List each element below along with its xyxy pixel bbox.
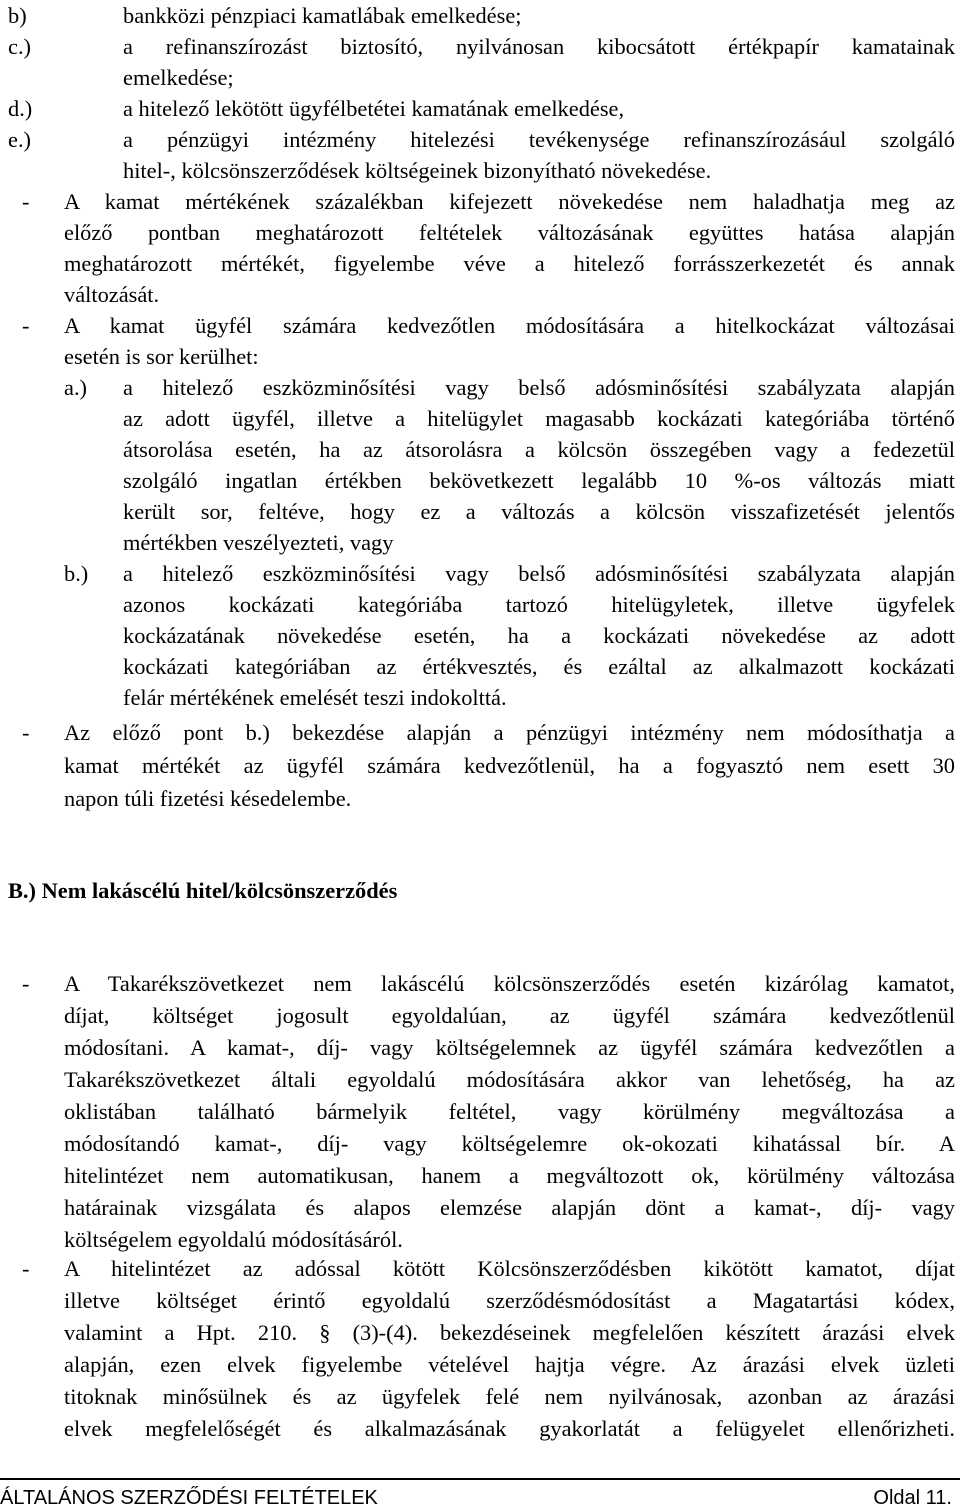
list-item-a-line: mértékben veszélyezteti, vagy bbox=[123, 530, 394, 555]
paragraph-line: változását. bbox=[64, 282, 160, 307]
paragraph-line: valamint a Hpt. 210. § (3)-(4). bekezdéseinek megfelelően készített árazási elvek bbox=[64, 1320, 955, 1345]
paragraph-line: A hitelintézet az adóssal kötött Kölcsönszerződésben kikötött kamatot, díjat bbox=[64, 1256, 955, 1281]
list-item-a-line: átsorolása esetén, ha az átsorolásra a kölcsön összegében vagy a fedezetül bbox=[123, 437, 955, 462]
list-item-c-line: a refinanszírozást biztosító, nyilvánosan kibocsátott értékpapír kamatainak bbox=[123, 34, 955, 59]
list-item-a-line: az adott ügyfél, illetve a hitelügylet magasabb kockázati kategóriába történő bbox=[123, 406, 955, 431]
paragraph-line: hitelintézet nem automatikusan, hanem a megváltozott ok, körülmény változása bbox=[64, 1163, 955, 1188]
paragraph-line: A kamat ügyfél számára kedvezőtlen módosítására a hitelkockázat változásai bbox=[64, 313, 955, 338]
list-item-a-line: szolgáló ingatlan értékben bekövetkezett legalább 10 %-os változás miatt bbox=[123, 468, 955, 493]
list-item-b2-line: azonos kockázati kategóriába tartozó hitelügyletek, illetve ügyfelek bbox=[123, 592, 955, 617]
list-marker-a: a.) bbox=[64, 375, 87, 400]
list-item-b-line: bankközi pénzpiaci kamatlábak emelkedése; bbox=[123, 3, 522, 28]
paragraph-line: esetén is sor kerülhet: bbox=[64, 344, 259, 369]
list-marker-b: b) bbox=[8, 3, 27, 28]
list-marker-b2: b.) bbox=[64, 561, 89, 586]
paragraph-line: meghatározott mértékét, figyelembe véve a hitelező forrásszerkezetét és annak bbox=[64, 251, 955, 276]
paragraph-line: költségelem egyoldalú módosításáról. bbox=[64, 1227, 403, 1252]
list-item-c-line: emelkedése; bbox=[123, 65, 234, 90]
paragraph-line: A Takarékszövetkezet nem lakáscélú kölcsönszerződés esetén kizárólag kamatot, bbox=[64, 971, 955, 996]
list-item-e-line: hitel-, kölcsönszerződések költségeinek bizonyítható növekedése. bbox=[123, 158, 712, 183]
list-marker-c: c.) bbox=[8, 34, 31, 59]
list-item-e-line: a pénzügyi intézmény hitelezési tevékenysége refinanszírozásául szolgáló bbox=[123, 127, 955, 152]
list-item-b2-line: felár mértékének emelését teszi indokolttá. bbox=[123, 685, 507, 710]
paragraph-line: Takarékszövetkezet általi egyoldalú módosítására akkor van lehetőség, ha az bbox=[64, 1067, 955, 1092]
page-number: Oldal 11. bbox=[873, 1487, 952, 1509]
section-heading: B.) Nem lakáscélú hitel/kölcsönszerződés bbox=[8, 878, 398, 903]
footer-rule bbox=[0, 1478, 960, 1480]
footer-title: ÁLTALÁNOS SZERZŐDÉSI FELTÉTELEK bbox=[0, 1487, 378, 1509]
paragraph-line: illetve költséget érintő egyoldalú szerződésmódosítást a Magatartási kódex, bbox=[64, 1288, 955, 1313]
bullet-dash: - bbox=[22, 189, 30, 214]
list-marker-e: e.) bbox=[8, 127, 31, 152]
list-item-b2-line: kockázatának növekedése esetén, ha a kockázati növekedése az adott bbox=[123, 623, 955, 648]
bullet-dash: - bbox=[22, 720, 30, 745]
paragraph-line: módosítani. A kamat-, díj- vagy költségelemnek az ügyfél számára kedvezőtlen a bbox=[64, 1035, 955, 1060]
paragraph-line: Az előző pont b.) bekezdése alapján a pénzügyi intézmény nem módosíthatja a bbox=[64, 720, 955, 745]
paragraph-line: elvek megfelelőségét és alkalmazásának gyakorlatát a felügyelet ellenőrizheti. bbox=[64, 1416, 955, 1441]
list-item-b2-line: kockázati kategóriában az értékvesztés, és ezáltal az alkalmazott kockázati bbox=[123, 654, 955, 679]
paragraph-line: oklistában található bármelyik feltétel, vagy körülmény megváltozása a bbox=[64, 1099, 955, 1124]
list-item-b2-line: a hitelező eszközminősítési vagy belső adósminősítési szabályzata alapján bbox=[123, 561, 955, 586]
paragraph-line: előző pontban meghatározott feltételek változásának együttes hatása alapján bbox=[64, 220, 955, 245]
list-item-d-line: a hitelező lekötött ügyfélbetétei kamatának emelkedése, bbox=[123, 96, 625, 121]
paragraph-line: díjat, költséget jogosult egyoldalúan, az ügyfél számára kedvezőtlenül bbox=[64, 1003, 955, 1028]
paragraph-line: kamat mértékét az ügyfél számára kedvezőtlenül, ha a fogyasztó nem esett 30 bbox=[64, 753, 955, 778]
bullet-dash: - bbox=[22, 1256, 30, 1281]
bullet-dash: - bbox=[22, 971, 30, 996]
bullet-dash: - bbox=[22, 313, 30, 338]
list-item-a-line: került sor, feltéve, hogy ez a változás a kölcsön visszafizetését jelentős bbox=[123, 499, 955, 524]
paragraph-line: módosítandó kamat-, díj- vagy költségelemre ok-okozati kihatással bír. A bbox=[64, 1131, 955, 1156]
paragraph-line: napon túli fizetési késedelembe. bbox=[64, 786, 352, 811]
list-marker-d: d.) bbox=[8, 96, 33, 121]
paragraph-line: határainak vizsgálata és alapos elemzése alapján dönt a kamat-, díj- vagy bbox=[64, 1195, 955, 1220]
paragraph-line: A kamat mértékének százalékban kifejezett növekedése nem haladhatja meg az bbox=[64, 189, 955, 214]
paragraph-line: titoknak minősülnek és az ügyfelek felé nem nyilvánosak, azonban az árazási bbox=[64, 1384, 955, 1409]
list-item-a-line: a hitelező eszközminősítési vagy belső adósminősítési szabályzata alapján bbox=[123, 375, 955, 400]
paragraph-line: alapján, ezen elvek figyelembe vételével hajtja végre. Az árazási elvek üzleti bbox=[64, 1352, 955, 1377]
